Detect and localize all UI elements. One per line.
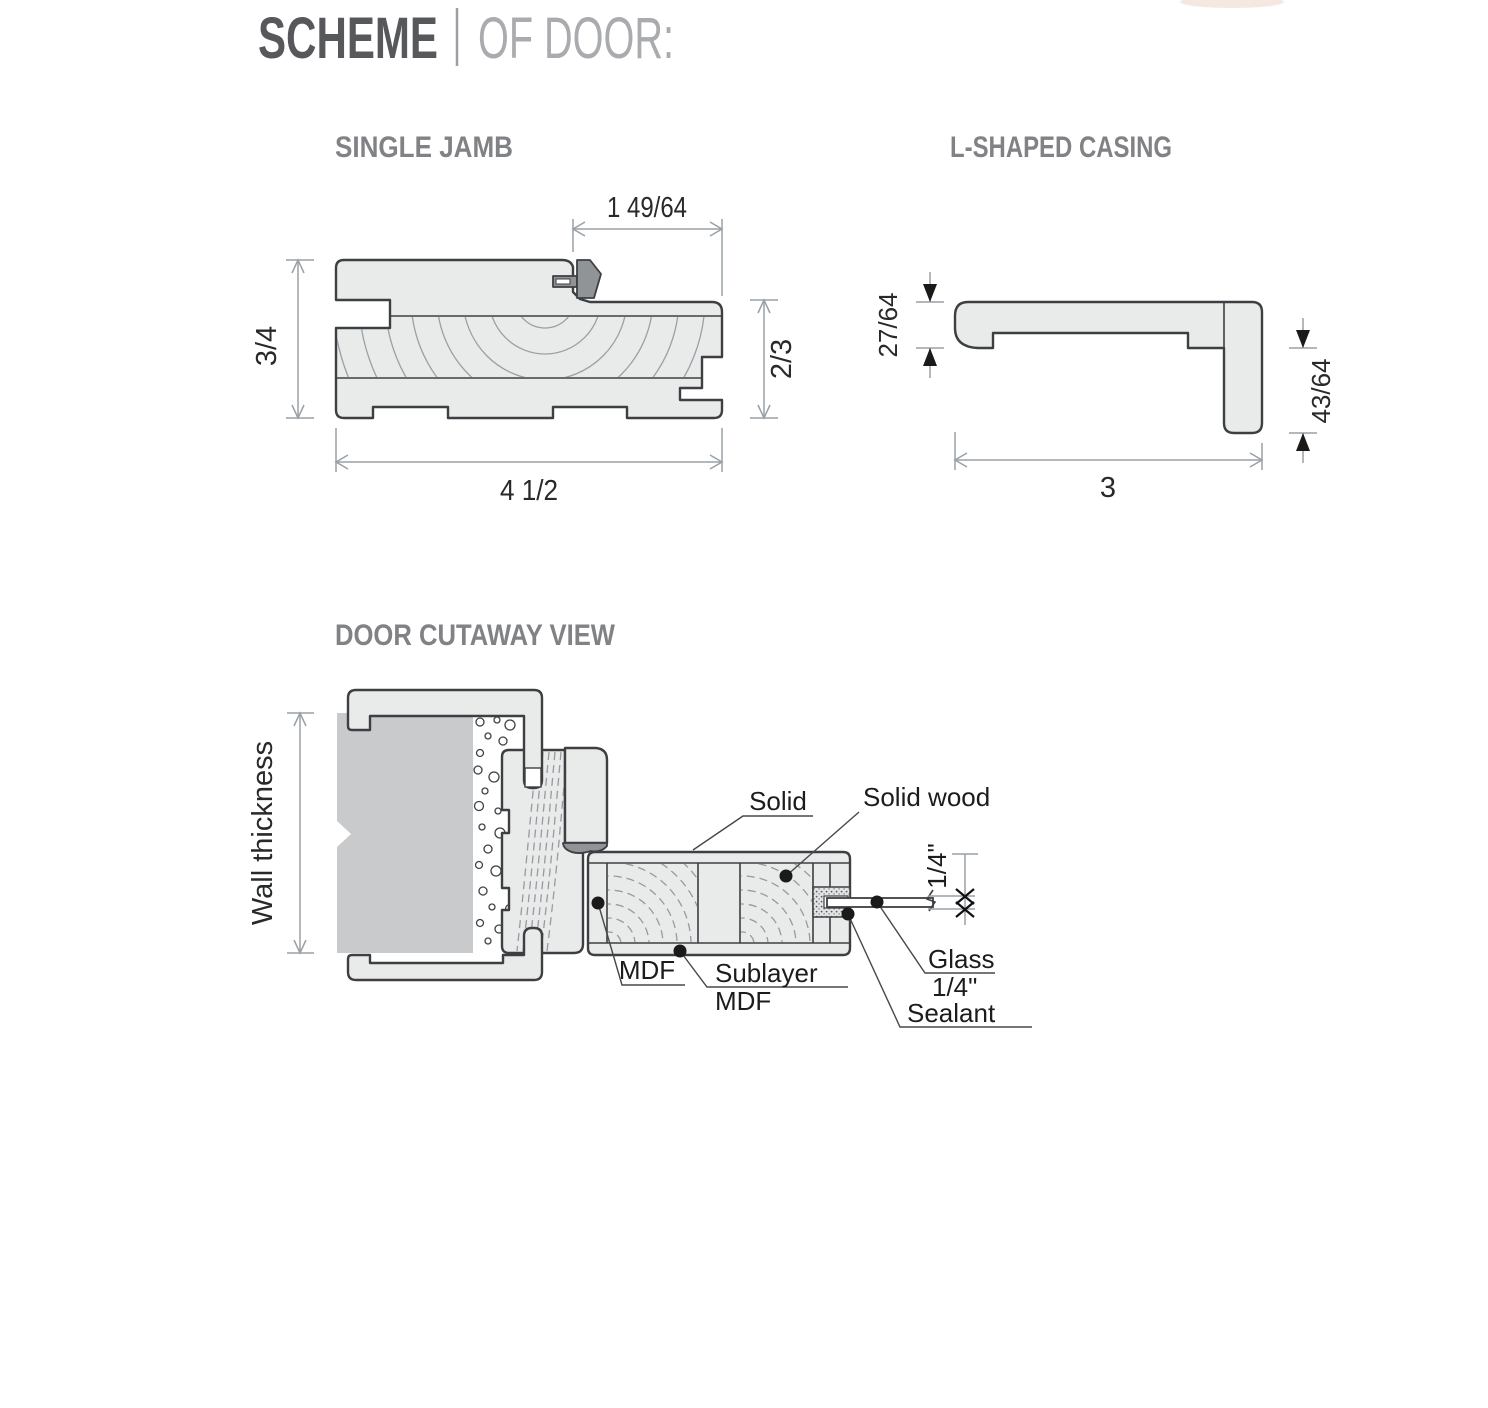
cropped-logo-fragment [1180,0,1284,8]
single-jamb-profile [336,260,722,418]
dim-jamb-right [750,300,798,418]
dim-casing-bottom-value: 3 [1099,472,1117,504]
label-sublayer-line2: MDF [715,986,772,1016]
door-panel-outline [588,852,850,955]
label-solid-wood: Solid wood [863,782,991,812]
label-sublayer-line1: Sublayer [715,958,818,988]
l-casing-profile [955,302,1262,433]
label-glass-line2: 1/4" [932,972,978,1002]
dim-glass-thickness-value: 1/4" [922,843,952,889]
dim-wall-thickness [247,713,314,953]
dim-glass-thickness [922,843,978,925]
dim-casing-right-value: 43/64 [1306,358,1336,424]
dim-casing-right [1289,318,1336,463]
label-sealant: Sealant [907,998,996,1028]
label-solid: Solid [749,786,807,816]
l-casing-heading: L-SHAPED CASING [950,131,1172,164]
cutaway-section [247,619,1032,1054]
dim-jamb-bottom [336,428,722,507]
dim-jamb-left-value: 3/4 [251,325,283,367]
dim-jamb-top-value: 1 49/64 [607,192,687,224]
casing-shim-gap [525,768,541,787]
l-casing-section [873,131,1336,504]
page-title-secondary: OF DOOR: [478,6,674,71]
dim-casing-bottom [955,432,1262,504]
door-stop-block [565,748,607,843]
glass-dot [871,896,884,909]
sealant-dot [842,908,855,921]
page-title [258,6,674,71]
cutaway-heading: DOOR CUTAWAY VIEW [335,619,616,652]
dim-jamb-right-value: 2/3 [766,338,798,380]
solid-wood-dot [780,870,793,883]
dim-jamb-bottom-value: 4 1/2 [500,475,558,507]
single-jamb-heading: SINGLE JAMB [335,131,513,164]
page-title-primary: SCHEME [258,6,438,71]
dim-casing-left-value: 27/64 [873,292,903,358]
label-glass-line1: Glass [928,944,995,974]
dim-jamb-left [251,260,314,418]
sublayer-dot [674,945,687,958]
dim-wall-thickness-label: Wall thickness [247,740,279,926]
single-jamb-section [251,60,798,536]
wall-slab [337,713,473,953]
label-mdf: MDF [618,955,676,985]
dim-casing-left [873,272,944,378]
mdf-dot [592,897,605,910]
